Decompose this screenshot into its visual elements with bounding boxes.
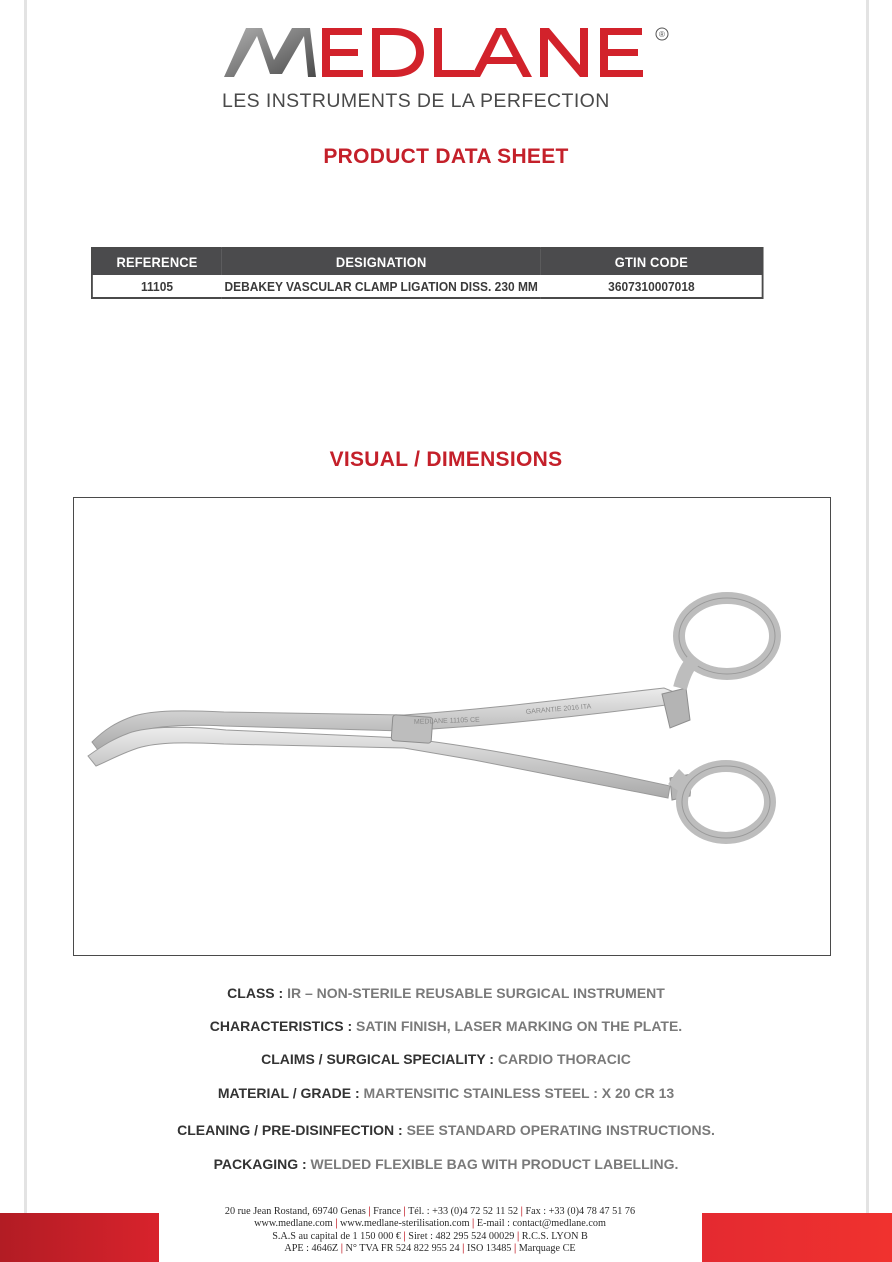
footer-iso: ISO 13485 <box>466 1243 512 1255</box>
spec-class <box>0 985 892 1001</box>
page-border-right <box>866 0 869 1262</box>
spec-value: MARTENSITIC STAINLESS STEEL : X 20 CR 13 <box>363 1085 675 1101</box>
footer-address-line <box>160 1206 700 1218</box>
product-image-frame <box>73 497 831 956</box>
spec-value: SEE STANDARD OPERATING INSTRUCTIONS. <box>406 1122 715 1138</box>
footer-web-line <box>160 1218 700 1230</box>
footer-rcs: R.C.S. LYON B <box>521 1230 588 1242</box>
brand-tagline: LES INSTRUMENTS DE LA PERFECTION <box>222 90 610 112</box>
footer-separator: | <box>472 1218 475 1230</box>
spec-cleaning <box>0 1122 892 1138</box>
spec-value: SATIN FINISH, LASER MARKING ON THE PLATE. <box>356 1018 683 1034</box>
registered-mark: ® <box>659 30 665 39</box>
surgical-clamp-image <box>74 498 830 955</box>
header-designation: DESIGNATION <box>221 248 541 275</box>
product-data-sheet-title: PRODUCT DATA SHEET <box>323 145 569 168</box>
header-gtin-code: GTIN CODE <box>541 248 762 275</box>
footer-phone: Tél. : +33 (0)4 72 52 11 52 <box>408 1206 519 1217</box>
spec-label: MATERIAL / GRADE : <box>217 1085 364 1101</box>
footer-fax: Fax : +33 (0)4 78 47 51 76 <box>525 1206 636 1217</box>
footer-country: France <box>373 1206 401 1217</box>
footer-registration-line <box>160 1243 700 1255</box>
spec-value: IR – NON-STERILE REUSABLE SURGICAL INSTRUMENT <box>287 985 665 1001</box>
spec-label: CHARACTERISTICS : <box>209 1018 357 1034</box>
table-row <box>92 275 763 298</box>
footer-capital: S.A.S au capital de 1 150 000 € <box>272 1230 401 1242</box>
footer-separator: | <box>403 1206 406 1217</box>
footer-website-link[interactable]: www.medlane.com <box>254 1218 333 1230</box>
page-border-left <box>24 0 27 1262</box>
spec-characteristics <box>0 1018 892 1034</box>
footer-siret: Siret : 482 295 524 00029 <box>408 1230 515 1242</box>
header-reference: REFERENCE <box>92 248 221 275</box>
footer-separator: | <box>340 1243 343 1255</box>
medlane-wordmark <box>222 24 682 84</box>
footer-ape: APE : 4646Z <box>284 1243 339 1255</box>
footer-separator: | <box>462 1243 465 1255</box>
footer-email[interactable]: E-mail : contact@medlane.com <box>476 1218 606 1230</box>
footer-separator: | <box>513 1243 517 1255</box>
spec-claims <box>0 1051 892 1067</box>
footer-red-bar-right <box>702 1213 892 1262</box>
table-header-row <box>92 248 763 275</box>
footer-red-bar-left <box>0 1213 159 1262</box>
spec-value: CARDIO THORACIC <box>497 1051 631 1067</box>
cell-reference: 11105 <box>92 275 221 298</box>
footer-separator: | <box>403 1230 406 1242</box>
footer-separator: | <box>516 1230 520 1242</box>
spec-packaging <box>0 1156 892 1172</box>
spec-value: WELDED FLEXIBLE BAG WITH PRODUCT LABELLING. <box>310 1156 679 1172</box>
footer-separator: | <box>520 1206 523 1217</box>
spec-label: PACKAGING : <box>213 1156 311 1172</box>
spec-material <box>0 1085 892 1101</box>
engraving-brand: MEDLANE 11105 CE <box>413 716 480 726</box>
footer-separator: | <box>335 1218 338 1230</box>
cell-gtin-code: 3607310007018 <box>541 275 762 298</box>
spec-label: CLAIMS / SURGICAL SPECIALITY : <box>261 1051 498 1067</box>
footer-separator: | <box>368 1206 371 1217</box>
company-footer <box>160 1206 700 1256</box>
product-reference-table <box>91 247 764 299</box>
footer-ce-marking: Marquage CE <box>518 1243 576 1255</box>
footer-legal-line <box>160 1231 700 1243</box>
engraving-guarantee: GARANTIE 2016 ITA <box>525 703 592 716</box>
cell-designation: DEBAKEY VASCULAR CLAMP LIGATION DISS. 230 MM <box>221 275 541 298</box>
footer-address: 20 rue Jean Rostand, 69740 Genas <box>224 1206 366 1217</box>
spec-label: CLEANING / PRE-DISINFECTION : <box>177 1122 407 1138</box>
footer-sterilisation-link[interactable]: www.medlane-sterilisation.com <box>340 1218 470 1230</box>
footer-vat: N° TVA FR 524 822 955 24 <box>345 1243 460 1255</box>
spec-label: CLASS : <box>227 985 288 1001</box>
visual-dimensions-title: VISUAL / DIMENSIONS <box>329 448 563 471</box>
